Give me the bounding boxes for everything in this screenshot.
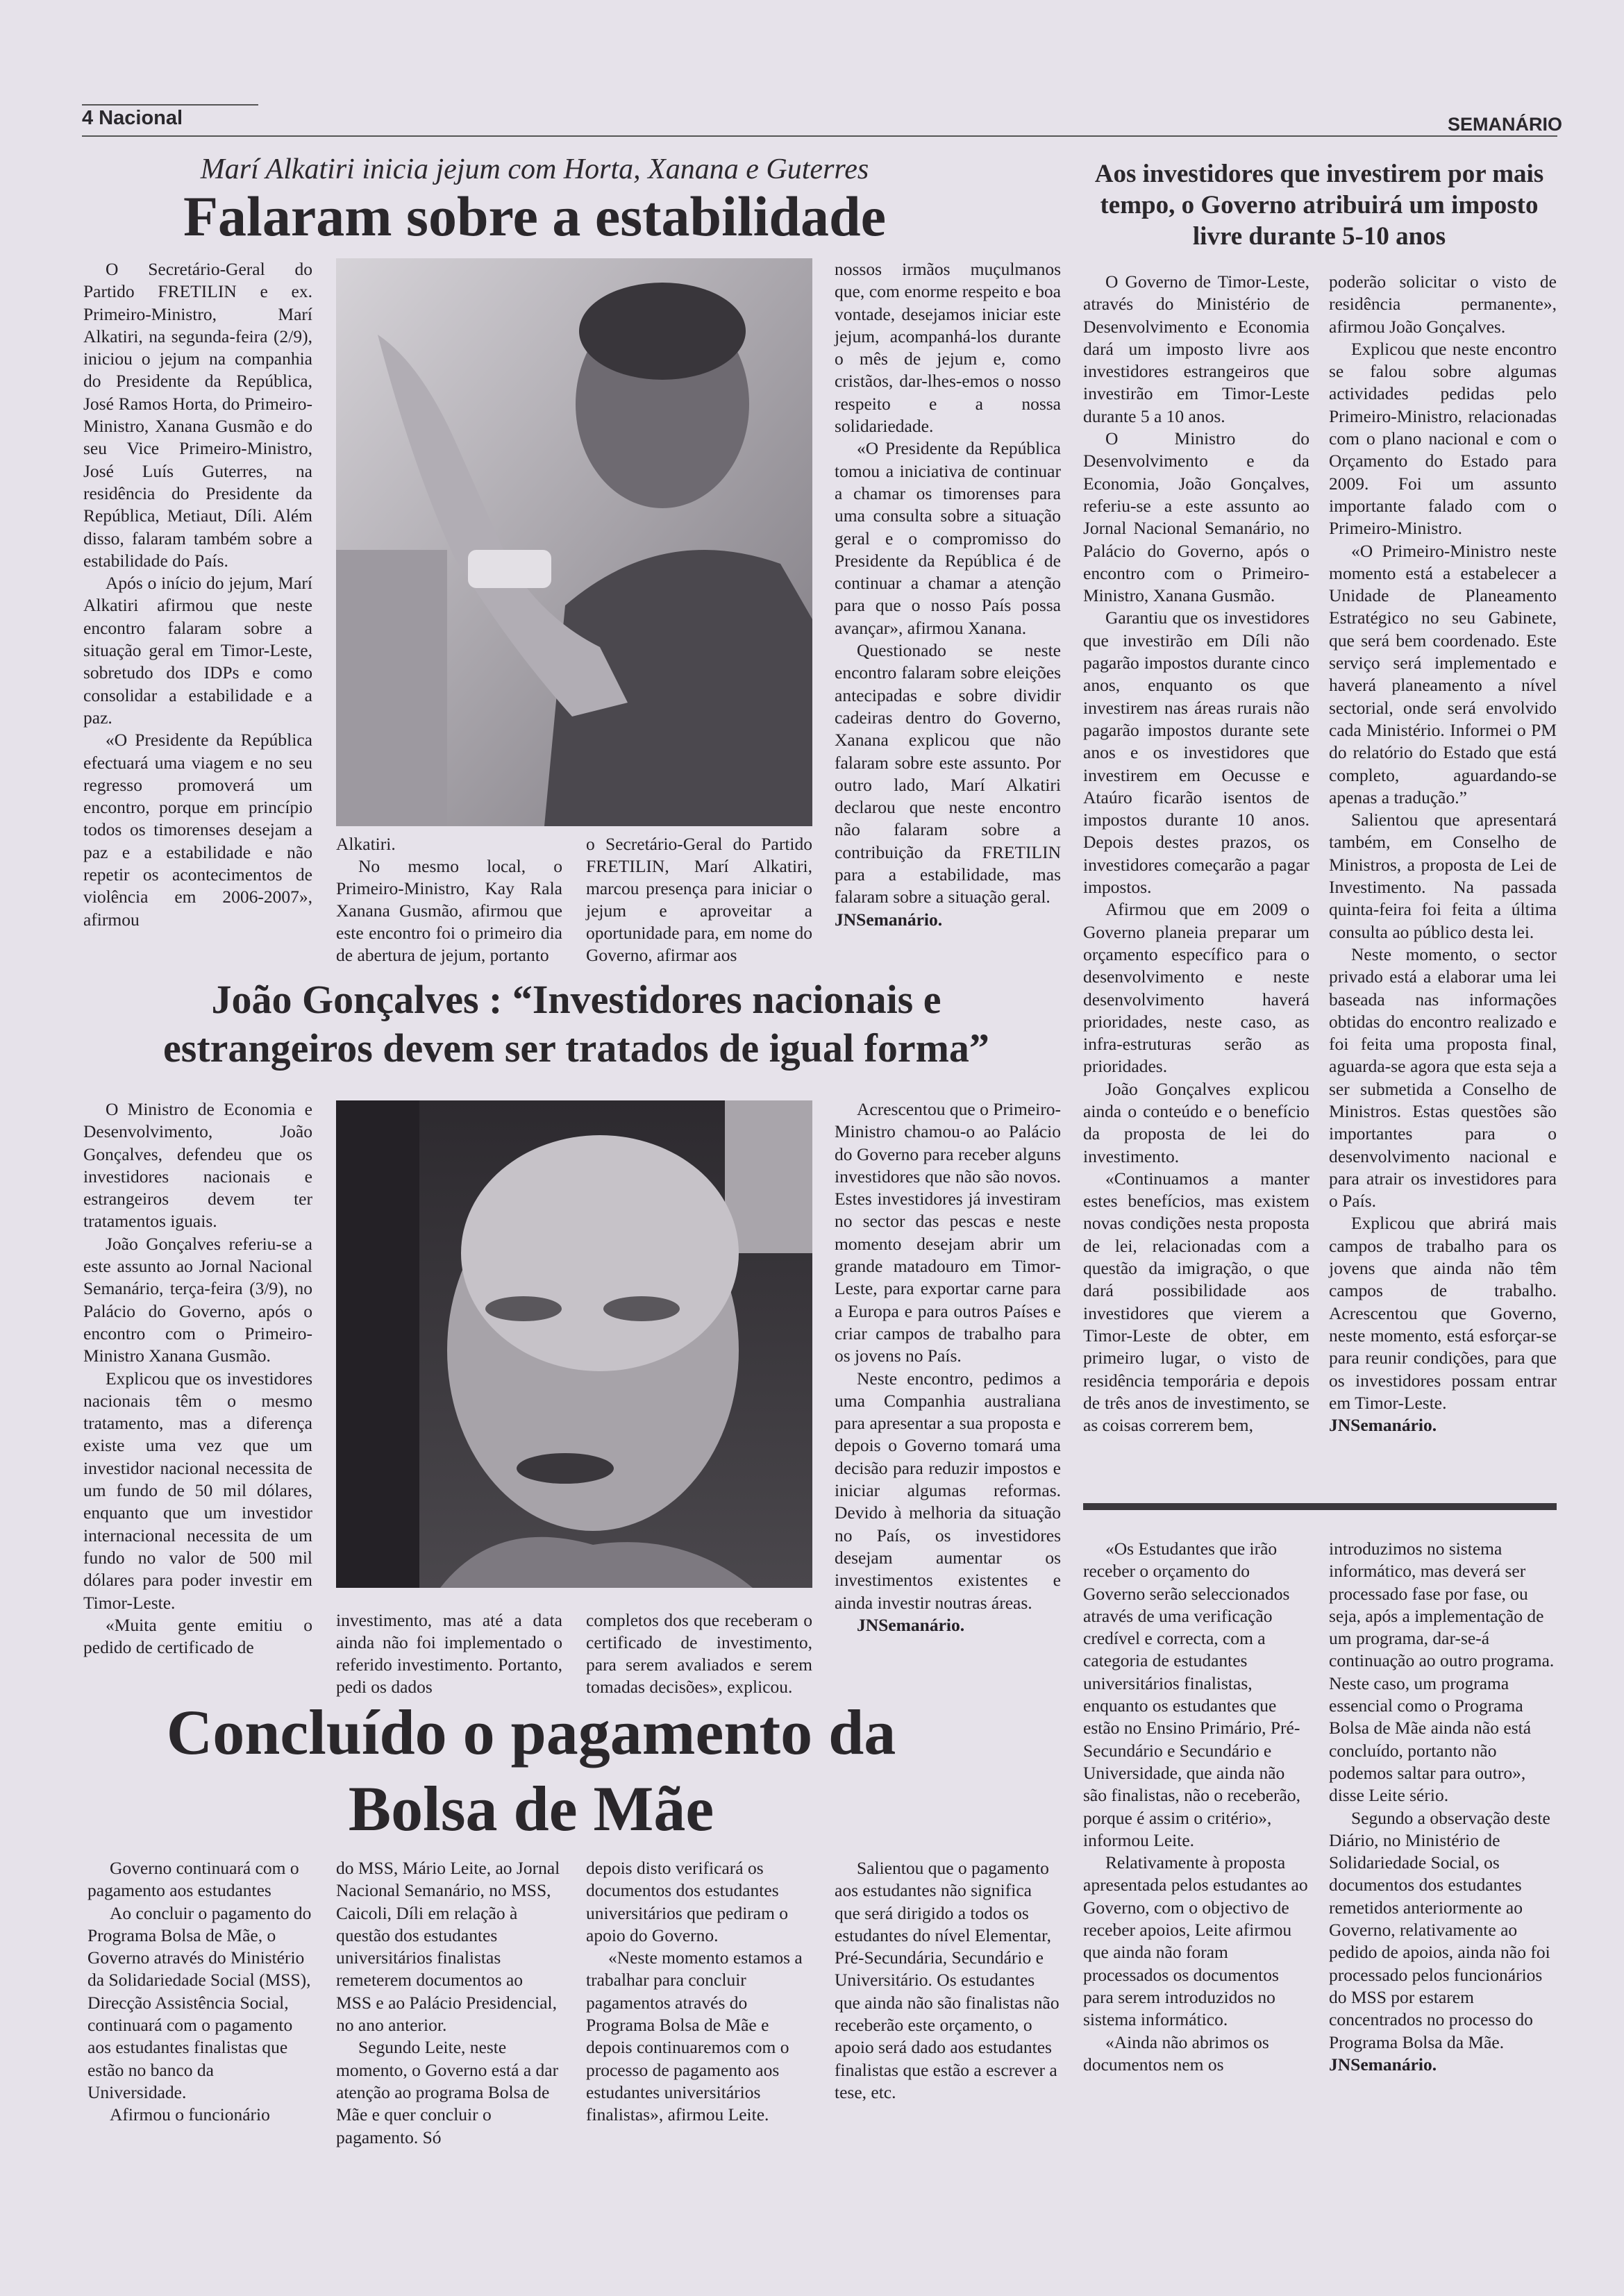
article3-col1: O Ministro de Economia e Desenvolvimento, João Gonçalves, defendeu que os investidores nacionais e estrangeiros devem ter tratamentos iguais. João Gonçalves referiu-se a este assunto ao Jornal Nacional Semanário, terça-feira (3/9), no Palácio do Governo, após o encontro com o Primeiro-Ministro Xanana Gusmão. Explicou que os investidores nacionais têm o mesmo tratamento, mas a diferença existe uma vez que um investidor nacional necessita de um fundo de 50 mil dólares, enquanto que um investidor internacional necessita de um fundo no valor de 500 mil dólares para poder investir em Timor-Leste. «Muita gente emitiu o pedido de certificado de [83, 1099, 312, 1658]
goncalves-portrait-image [336, 1100, 812, 1588]
article3-headline: João Gonçalves : “Investidores nacionais e estrangeiros devem ser tratados de igual forma” [163, 977, 989, 1071]
section-divider-bar [1083, 1503, 1557, 1510]
alkatiri-photo [336, 258, 812, 826]
article1-col4: nossos irmãos muçulmanos que, com enorme respeito e boa vontade, desejamos iniciar este jejum, acompanhá-los durante o mês de jejum e, como cristãos, dar-lhes-emos o nosso respeito e a nossa solidariedade. «O Presidente da República tomou a iniciativa de continuar a chamar os timorenses para uma consulta sobre a situação geral e o compromisso do Presidente da República é de continuar a chamar a atenção para que o nosso País possa avançar», afirmou Xanana. Questionado se neste encontro falaram sobre eleições antecipadas e sobre dividir cadeiras dentro do Governo, Xanana explicou que não falaram sobre este assunto. Por outro lado, Marí Alkatiri declarou que neste encontro não falaram sobre a contribuição da FRETILIN para a estabilidade, mas falaram sobre a situação geral. JNSemanário. [835, 258, 1061, 931]
article1-kicker: Marí Alkatiri inicia jejum com Horta, Xanana e Guterres [200, 153, 869, 185]
article1-signature: JNSemanário. [835, 909, 943, 930]
article2-col1: O Governo de Timor-Leste, através do Ministério de Desenvolvimento e Economia dará um imposto livre aos investidores estrangeiros que investirão em Timor-Leste durante 5 a 10 anos. O Ministro do Desenvolvimento e da Economia, João Gonçalves, referiu-se a este assunto ao Jornal Nacional Semanário, no Palácio do Governo, após o encontro com o Primeiro-Ministro, Xanana Gusmão. Garantiu que os investidores que investirão em Díli não pagarão impostos durante cinco anos, enquanto os que investirem nas áreas rurais não pagarão impostos durante sete anos e os investidores que investirem em Oecusse e Ataúro ficarão isentos de impostos durante 10 anos. Depois destes prazos, os investidores começarão a pagar impostos. Afirmou que em 2009 o Governo planeia preparar um orçamento específico para o desenvolvimento e neste desenvolvimento haverá prioridades, neste caso, as infra-estruturas serão as prioridades. João Gonçalves explicou ainda o conteúdo e o benefício da proposta de lei do investimento. «Continuamos a manter estes benefícios, mas existem novas condições nesta proposta de lei, relacionadas com a questão da imigração, o que dará possibilidade aos investidores que vierem a Timor-Leste de obter, em primeiro lugar, o visto de residência temporária e depois de três anos de investimento, se as coisas correrem bem, [1083, 271, 1309, 1436]
article4-col2: do MSS, Mário Leite, ao Jornal Nacional Semanário, no MSS, Caicoli, Díli em relação à questão dos estudantes universitários finalistas remeterem documentos ao MSS e ao Palácio Presidencial, no ano anterior. Segundo Leite, neste momento, o Governo está a dar atenção ao programa Bolsa de Mãe e quer concluir o pagamento. Só [336, 1858, 560, 2147]
article2-signature: JNSemanário. [1329, 1415, 1437, 1436]
article1-col3: o Secretário-Geral do Partido FRETILIN, Marí Alkatiri, marcou presença para iniciar o jejum e aproveitar a oportunidade para, em nome do Governo, afirmar aos [586, 834, 812, 965]
article4-col4: Salientou que o pagamento aos estudantes não significa que será dirigido a todos os estudantes do nível Elementar, Pré-Secundária, Secundário e Universitário. Os estudantes que ainda não são finalistas não receberão este orçamento, o apoio será dado aos estudantes finalistas que estão a escrever a tese, etc. [835, 1858, 1060, 2102]
article3-signature: JNSemanário. [857, 1614, 965, 1635]
goncalves-photo [336, 1100, 812, 1588]
alkatiri-portrait-image [336, 258, 812, 826]
article1-col1: O Secretário-Geral do Partido FRETILIN e ex. Primeiro-Ministro, Marí Alkatiri, na segunda-feira (2/9), iniciou o jejum na companhia do Presidente da República, José Ramos Horta, do Primeiro-Ministro, Xanana Gusmão e do seu Vice Primeiro-Ministro, José Luís Guterres, na residência do Presidente da República, Metiaut, Díli. Além disso, falaram também sobre a estabilidade do País. Após o início do jejum, Marí Alkatiri afirmou que neste encontro falaram sobre a situação geral em Timor-Leste, sobretudo dos IDPs e como consolidar a estabilidade e a paz. «O Presidente da República efectuará uma viagem e no seu regresso promoverá um encontro, porque em princípio todos os timorenses desejam a paz e a estabilidade e não repetir os acontecimentos de violência em 2006-2007», afirmou [83, 259, 312, 930]
page-label-rule [82, 104, 258, 106]
article4-col3: depois disto verificará os documentos dos estudantes universitários que pediram o apoio do Governo. «Neste momento estamos a trabalhar para concluir pagamentos através do Programa Bolsa de Mãe e depois continuaremos com o processo de pagamento aos estudantes universitários finalistas», afirmou Leite. [586, 1858, 803, 2125]
article2-headline: Aos investidores que investirem por mais tempo, o Governo atribuirá um imposto livre durante 5-10 anos [1094, 160, 1544, 251]
article4-headline: Concluído o pagamento da Bolsa de Mãe [166, 1697, 896, 1844]
article3-col4: Acrescentou que o Primeiro-Ministro chamou-o ao Palácio do Governo para receber alguns investidores que não são novos. Estes investidores já investiram no sector das pescas e neste momento desejam abrir um grande matadouro em Timor-Leste, para exportar carne para a Europa e para outros Países e criar campos de trabalho para os jovens no País. Neste encontro, pedimos a uma Companhia australiana para apresentar a sua proposta e depois o Governo tomará uma decisão para reduzir impostos e iniciar algumas reformas. Devido à melhoria da situação no País, os investidores desejam aumentar os investimentos existentes e ainda investir noutras áreas. JNSemanário. [835, 1098, 1061, 1636]
article4-signature: JNSemanário. [1329, 2054, 1437, 2075]
article2-col2: poderão solicitar o visto de residência permanente», afirmou João Gonçalves. Explicou que neste encontro se falou sobre algumas actividades pedidas pelo Primeiro-Ministro, relacionadas com o plano nacional e com o Orçamento do Estado para 2009. Foi um assunto importante falado com o Primeiro-Ministro. «O Primeiro-Ministro neste momento está a estabelecer a Unidade de Planeamento Estratégico no seu Gabinete, que será bem coordenado. Este serviço será implementado e haverá planeamento a nível sectorial, onde será envolvido cada Ministério. Informei o PM do relatório do Estado que está completo, aguardando-se apenas a tradução.” Salientou que apresentará também, em Conselho de Ministros, a proposta de Lei de Investimento. Na passada quinta-feira foi feita a última consulta ao público desta lei. Neste momento, o sector privado está a elaborar uma lei baseada nas informações obtidas do encontro realizado e foi feita uma proposta final, aguarda-se agora que esta seja a ser submetida a Conselho de Ministros. Estas questões são importantes para o desenvolvimento nacional e para atrair os investidores para o País. Explicou que abrirá mais campos de trabalho para os jovens que ainda não têm campos de trabalho. Acrescentou que Governo, neste momento, está esforçar-se para reunir condições, para que os investidores possam entrar em Timor-Leste. JNSemanário. [1329, 271, 1557, 1436]
masthead: SEMANÁRIO [1448, 114, 1563, 135]
article3-col3: completos dos que receberam o certificado de investimento, para serem avaliados e serem tomadas decisões», explicou. [586, 1610, 812, 1697]
article3-col2: investimento, mas até a data ainda não foi implementado o referido investimento. Portanto, pedi os dados [336, 1610, 562, 1697]
article4-col5: «Os Estudantes que irão receber o orçamento do Governo serão seleccionados através de uma verificação credível e correcta, com a categoria de estudantes universitários finalistas, enquanto os estudantes que estão no Ensino Primário, Pré-Secundário e Secundário e Universidade, que ainda não são finalistas, não o receberão, porque é assim o critério», informou Leite. Relativamente à proposta apresentada pelos estudantes ao Governo, com o objectivo de receber apoios, Leite afirmou que ainda não foram processados os documentos para serem introduzidos no sistema informático. «Ainda não abrimos os documentos nem os [1083, 1539, 1308, 2075]
article4-col6: introduzimos no sistema informático, mas deverá ser processado fase por fase, ou seja, após a implementação de um programa, dar-se-á continuação ao outro programa. Neste caso, um programa essencial como o Programa Bolsa de Mãe ainda não está concluído, portanto não podemos saltar para outro», disse Leite sério. Segundo a observação deste Diário, no Ministério de Solidariedade Social, os documentos dos estudantes remetidos anteriormente ao Governo, relativamente ao pedido de apoios, ainda não foi processado pelos funcionários do MSS por estarem concentrados no processo do Programa Bolsa da Mãe. JNSemanário. [1329, 1538, 1557, 2076]
page-header [0, 0, 1624, 139]
header-rule [82, 135, 1557, 137]
article1-headline: Falaram sobre a estabilidade [183, 185, 887, 248]
article4-col1: Governo continuará com o pagamento aos estudantes Ao concluir o pagamento do Programa Bolsa de Mãe, o Governo através do Ministério da Solidariedade Social (MSS), Direcção Assistência Social, continuará com o pagamento aos estudantes finalistas que estão no banco da Universidade. Afirmou o funcionário [87, 1858, 312, 2125]
page-label: 4 Nacional [82, 107, 183, 129]
article1-col2: Alkatiri. No mesmo local, o Primeiro-Ministro, Kay Rala Xanana Gusmão, afirmou que este encontro foi o primeiro dia de abertura de jejum, portanto [336, 834, 562, 965]
